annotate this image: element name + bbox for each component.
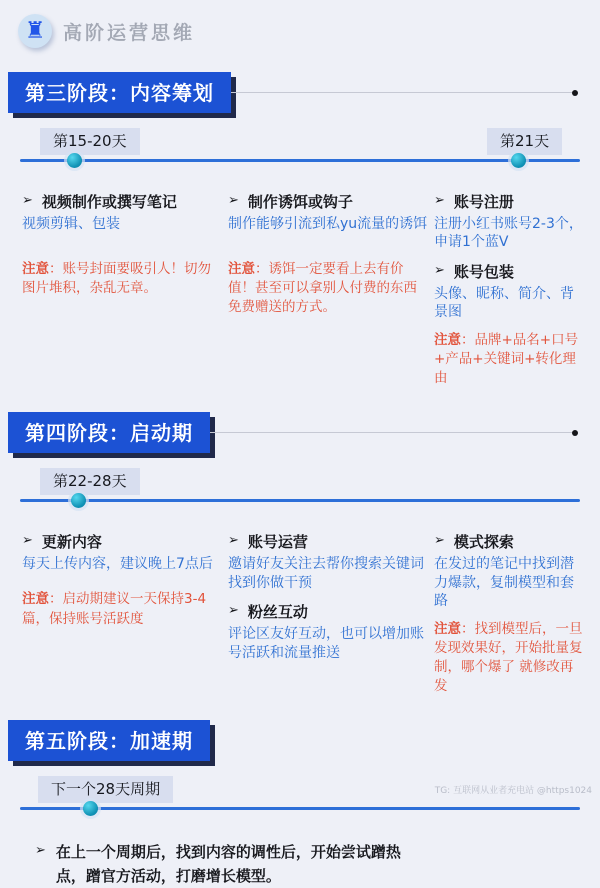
note-text: ：诱饵一定要看上去有价值！甚至可以拿别人付费的东西免费赠送的方式。: [228, 261, 417, 316]
phase-4-title: 第四阶段：启动期: [25, 421, 193, 446]
task-item: [228, 531, 428, 592]
phase-4-section: [0, 412, 600, 696]
task-title-row: [22, 531, 222, 552]
phase-3-title-bar: [8, 72, 231, 113]
task-item: [434, 531, 584, 610]
phase-3-timeline: [20, 128, 580, 174]
day-label: 下一个28天周期: [38, 776, 173, 803]
phase-4-timeline: [20, 468, 580, 514]
line-end-dot: [572, 90, 578, 96]
task-title: 更新内容: [41, 533, 102, 552]
note-text: ：启动期建议一天保持3-4篇，保持账号活跃度: [22, 591, 207, 627]
task-title-row: [434, 531, 584, 552]
arrow-bullet-icon: ➢: [434, 193, 445, 208]
task-item: [228, 601, 428, 662]
phase-3-head: [0, 72, 578, 113]
day-label: 第21天: [487, 128, 562, 155]
task-title: 账号包装: [453, 262, 514, 281]
timeline-dot: [67, 153, 82, 168]
task-desc: 注册小红书账号2-3个，申请1个蓝V: [434, 216, 583, 251]
task-title: 账号注册: [453, 193, 514, 211]
task-title: 视频制作或撰写笔记: [41, 193, 177, 211]
arrow-bullet-icon: ➢: [434, 533, 445, 549]
note-text: ：品牌+品名+口号+产品+关键词+转化理由: [434, 331, 579, 387]
task-title-row: [228, 601, 428, 622]
column: [22, 531, 222, 696]
task-title-row: [434, 261, 584, 282]
task-item: [434, 261, 584, 322]
task-desc: 视频剪辑、包装: [22, 216, 120, 232]
note-label: 注意: [228, 261, 255, 277]
note: [22, 590, 222, 628]
phase-4-head: [0, 412, 578, 453]
task-item: [228, 191, 428, 251]
phase-3-title: 第三阶段：内容筹划: [25, 81, 214, 105]
task-title-row: [22, 191, 222, 212]
arrow-bullet-icon: ➢: [35, 843, 46, 859]
line-end-dot: [572, 430, 578, 436]
brand-title: 高阶运营思维: [63, 21, 196, 44]
arrow-bullet-icon: ➢: [228, 193, 239, 208]
column: [434, 531, 584, 696]
note: [434, 620, 584, 697]
arrow-bullet-icon: ➢: [22, 193, 33, 208]
task-title-row: [434, 191, 584, 212]
task-title: 制作诱饵或钩子: [247, 193, 353, 211]
arrow-bullet-icon: ➢: [22, 533, 33, 549]
phase-3-section: [0, 72, 600, 388]
phase-5-title: 第五阶段：加速期: [25, 729, 193, 754]
phase-5-summary: [0, 841, 600, 888]
column: [434, 191, 584, 388]
summary-text: 在上一个周期后，找到内容的调性后，开始尝试蹭热点，蹭官方活动，打磨增长模型。: [55, 843, 401, 885]
task-desc: 制作能够引流到私yu流量的诱饵: [228, 216, 428, 232]
task-item: [22, 531, 222, 581]
task-desc: 在发过的笔记中找到潜力爆款，复制模型和套路: [434, 556, 574, 610]
arrow-bullet-icon: ➢: [228, 603, 239, 619]
task-desc: 评论区友好互动，也可以增加账号活跃和流量推送: [228, 626, 424, 661]
note: [434, 331, 584, 388]
brand-header: [0, 0, 600, 48]
phase-3-columns: [0, 191, 600, 388]
arrow-bullet-icon: ➢: [228, 533, 239, 549]
arrow-bullet-icon: ➢: [434, 262, 445, 278]
task-item: [22, 191, 222, 251]
connector-line: [231, 92, 572, 93]
task-title: 账号运营: [247, 533, 308, 552]
timeline-line: [20, 807, 580, 810]
timeline-dot: [83, 801, 98, 816]
column: [228, 191, 428, 388]
task-title-row: [228, 531, 428, 552]
timeline-line: [20, 159, 580, 162]
phase-5-section: [0, 720, 600, 888]
task-title: 模式探索: [453, 533, 514, 552]
task-title: 粉丝互动: [247, 603, 308, 622]
timeline-dot: [511, 153, 526, 168]
connector-line: [210, 432, 572, 433]
rook-icon: ♜: [18, 14, 52, 48]
column: [228, 531, 428, 696]
timeline-dot: [71, 493, 86, 508]
note-text: ：账号封面要吸引人！切勿图片堆积，杂乱无章。: [22, 261, 211, 297]
day-label: 第15-20天: [40, 128, 140, 155]
phase-5-head: [0, 720, 578, 761]
phase-4-title-bar: [8, 412, 210, 453]
task-desc: 每天上传内容，建议晚上7点后: [22, 556, 213, 573]
task-item: [434, 191, 584, 252]
task-title-row: [228, 191, 428, 212]
note-text: ：找到模型后，一旦发现效果好，开始批量复制，哪个爆了 就修改再发: [434, 620, 583, 695]
column: [22, 191, 222, 388]
watermark: TG: 互联网从业者充电站 @https1024: [434, 786, 592, 796]
day-label: 第22-28天: [40, 468, 140, 495]
phase-4-columns: [0, 531, 600, 696]
note-label: 注意: [22, 261, 49, 277]
note: [22, 260, 222, 298]
note: [228, 260, 428, 317]
phase-5-title-bar: [8, 720, 210, 761]
note-label: 注意: [434, 331, 461, 348]
note-label: 注意: [22, 591, 49, 608]
task-desc: 头像、昵称、简介、背景图: [434, 285, 574, 321]
task-desc: 邀请好友关注去帮你搜索关键词找到你做干预: [228, 556, 424, 591]
timeline-line: [20, 499, 580, 502]
note-label: 注意: [434, 620, 461, 637]
